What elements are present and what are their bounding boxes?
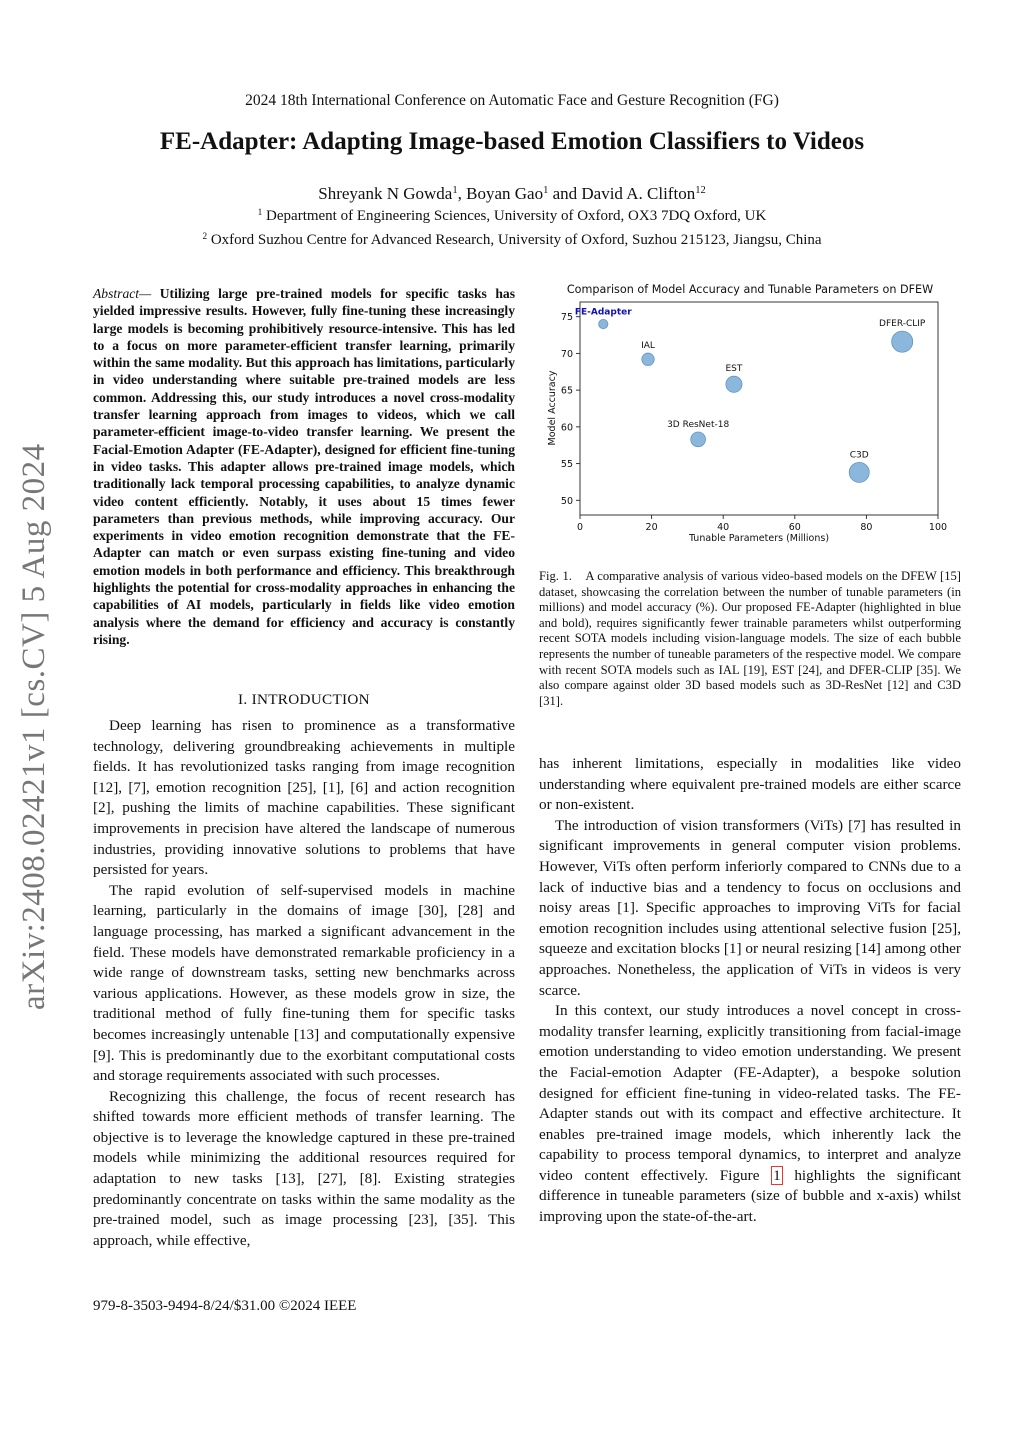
affiliation-text: Oxford Suzhou Centre for Advanced Research, University of Oxford, Suzhou 215123, Jiangsu, China — [210, 232, 822, 248]
body-paragraph: Recognizing this challenge, the focus of recent research has shifted towards more efficient methods of transfer learning. The objective is to leverage the knowledge captured in these pre-trained models while minimizing the additional resources required for adaptation to new tasks [13], [27], [8]. Existing strategies predominantly concentrate on tasks within the same modality as the pre-trained model, such as image processing [23], [35]. This approach, while effective, — [93, 1087, 515, 1249]
chart-axes — [561, 312, 947, 533]
body-paragraph: The rapid evolution of self-supervised models in machine learning, particularly in the domains of image [30], [28] and language processing, has marked a significant advancement in the field. These models have demonstrated remarkable proficiency in a wide range of downstream tasks, setting new benchmarks across various applications. However, as these models grow in size, the traditional method of fully fine-tuning them for specific tasks becomes increasingly untenable [13] and computationally expensive [9]. This is predominantly due to the exorbitant computational costs and storage requirements associated with such processes. — [93, 881, 515, 1085]
author-name: Shreyank N Gowda — [318, 184, 453, 203]
x-tick-label: 100 — [928, 522, 948, 533]
author-affiliation-marker: 12 — [695, 185, 706, 197]
bubble-fe-adapter — [599, 319, 608, 328]
x-tick-label: 20 — [645, 522, 658, 533]
bubble-chart — [545, 280, 965, 550]
copyright-footer: 979-8-3503-9494-8/24/$31.00 ©2024 IEEE — [93, 1298, 357, 1314]
arxiv-identifier-stamp: arXiv:2408.02421v1 [cs.CV] 5 Aug 2024 — [16, 443, 52, 1010]
bubble-c3d — [849, 462, 869, 482]
affiliation-1 — [0, 208, 1024, 225]
y-tick-label: 70 — [560, 348, 573, 360]
body-paragraph: In this context, our study introduces a novel concept in cross-modality transfer learning, explicitly transitioning from facial-image emotion understanding to video emotion understanding. We present the Facial-emotion Adapter (FE-Adapter), a bespoke solution designed for efficient fine-tuning in video-related tasks. The FE-Adapter stands out with its compact and effective architecture. It enables pre-trained image models, which inherently lack the capability to process temporal dynamics, to interpret and analyze video content effectively. Figure 1 highlights the significant difference in tuneable parameters (size of bubble and x-axis) whilst improving upon the state-of-the-art. — [539, 1002, 962, 1226]
section-heading: I. INTRODUCTION — [238, 691, 370, 708]
chart-points — [575, 307, 926, 482]
chart-title: Comparison of Model Accuracy and Tunable Parameters on DFEW — [566, 283, 934, 296]
bubble-label: 3D ResNet-18 — [667, 419, 730, 430]
author-name: David A. Clifton — [581, 184, 696, 203]
caption-text: A comparative analysis of various video-based models on the DFEW [15] dataset, showcasing the correlation between the number of tunable parameters (in millions) and model accuracy (%). Our proposed FE-Adapter (highlighted in blue and bold), requires significantly fewer trainable parameters whilst outperforming recent SOTA models including vision-language models. The size of each bubble represents the number of tuneable parameters of the respective model. We compare with recent SOTA models such as IAL [19], EST [24], and DFER-CLIP [35]. We also compare against older 3D based models such as 3D-ResNet [12] and C3D [31]. — [539, 569, 961, 708]
bubble-3d-resnet-18 — [691, 432, 706, 447]
bubble-label: EST — [725, 364, 743, 375]
y-tick-label: 60 — [560, 422, 573, 434]
bubble-label: IAL — [641, 341, 655, 352]
y-axis-label: Model Accuracy — [547, 370, 558, 446]
y-tick-label: 65 — [560, 385, 573, 397]
abstract — [93, 285, 515, 648]
bubble-est — [726, 376, 742, 392]
author-name: Boyan Gao — [466, 184, 544, 203]
figure-1-caption — [539, 569, 961, 709]
intro-left-column — [93, 716, 515, 1251]
bubble-dfer-clip — [892, 331, 913, 352]
x-tick-label: 80 — [860, 522, 873, 533]
y-tick-label: 75 — [560, 312, 573, 324]
author-conjunction: and — [552, 184, 578, 203]
plot-frame — [580, 302, 938, 515]
body-paragraph: has inherent limitations, especially in modalities like video understanding where equivalent pre-trained models are either scarce or non-existent. — [539, 755, 961, 814]
affiliation-marker: 2 — [202, 231, 208, 242]
bubble-label: C3D — [849, 450, 869, 461]
abstract-text: Utilizing large pre-trained models for specific tasks has yielded impressive results. However, fully fine-tuning these increasingly large models is becoming prohibitively resource-intensive. This has led to a focus on more parameter-efficient transfer learning, primarily within the same modality. But this approach has limitations, particularly in video understanding where suitable pre-trained models are less common. Addressing this, our study introduces a novel cross-modality transfer learning approach from images to videos, which we call parameter-efficient image-to-video transfer learning. We present the Facial-Emotion Adapter (FE-Adapter), designed for efficient fine-tuning in video tasks. This adapter allows pre-trained image models, which traditionally lack temporal processing capabilities, to analyze dynamic video content efficiently. Notably, it uses about 15 times fewer parameters than previous methods, while improving accuracy. Our experiments in video emotion recognition demonstrate that the FE-Adapter can match or even surpass existing fine-tuning and video emotion models in both performance and efficiency. This breakthrough highlights the potential for cross-modality approaches in enhancing the capabilities of AI models, particularly in fields like video emotion analysis where the demand for efficiency and accuracy is constantly rising. — [93, 286, 515, 647]
figure-reference-link[interactable]: 1 — [773, 1166, 781, 1184]
y-tick-label: 50 — [560, 495, 573, 507]
paper-title: FE-Adapter: Adapting Image-based Emotion Classifiers to Videos — [159, 128, 865, 155]
conference-venue: 2024 18th International Conference on Automatic Face and Gesture Recognition (FG) — [245, 92, 779, 109]
abstract-label: Abstract— — [93, 286, 152, 301]
caption-label: Fig. 1. — [539, 569, 572, 583]
author-affiliation-marker: 1 — [452, 185, 458, 197]
author-affiliation-marker: 1 — [543, 185, 549, 197]
x-tick-label: 0 — [576, 522, 584, 533]
bubble-label: FE-Adapter — [574, 307, 632, 318]
y-tick-label: 55 — [560, 459, 573, 471]
x-axis-label: Tunable Parameters (Millions) — [688, 533, 830, 544]
body-paragraph: The introduction of vision transformers (ViTs) [7] has resulted in significant improvements in general computer vision problems. However, ViTs often perform inferiorly compared to CNNs due to a lack of inductive bias and a tendency to focus on occlusions and noisy areas [1]. Specific approaches to improving ViTs for facial emotion recognition includes using attentional selective fusion [25], squeeze and excitation blocks [1] or neural resizing [14] among other approaches. Nonetheless, the application of ViTs in videos is very scarce. — [539, 816, 961, 999]
figure-1-chart — [545, 280, 965, 550]
x-tick-label: 60 — [788, 522, 801, 533]
affiliation-2 — [0, 232, 1024, 249]
bubble-label: DFER-CLIP — [879, 319, 926, 330]
body-paragraph: Deep learning has risen to prominence as a transformative technology, delivering groundbreaking achievements in multiple fields. It has revolutionized tasks ranging from image recognition [12], [7], emotion recognition [25], [1], [6] and action recognition [2], pushing the limits of machine capabilities. These significant improvements in precision have altered the landscape of numerous industries, providing innovative solutions to problems that have persisted for years. — [93, 717, 515, 879]
author-list: Shreyank N Gowda$^1$, Boyan Gao$^1$ and David A. Clifton$^{12}$ — [318, 184, 706, 203]
bubble-ial — [642, 353, 654, 365]
intro-right-column — [539, 754, 961, 1228]
affiliation-text: Department of Engineering Sciences, University of Oxford, OX3 7DQ Oxford, UK — [266, 208, 767, 224]
affiliation-marker: 1 — [257, 207, 263, 218]
x-tick-label: 40 — [717, 522, 730, 533]
